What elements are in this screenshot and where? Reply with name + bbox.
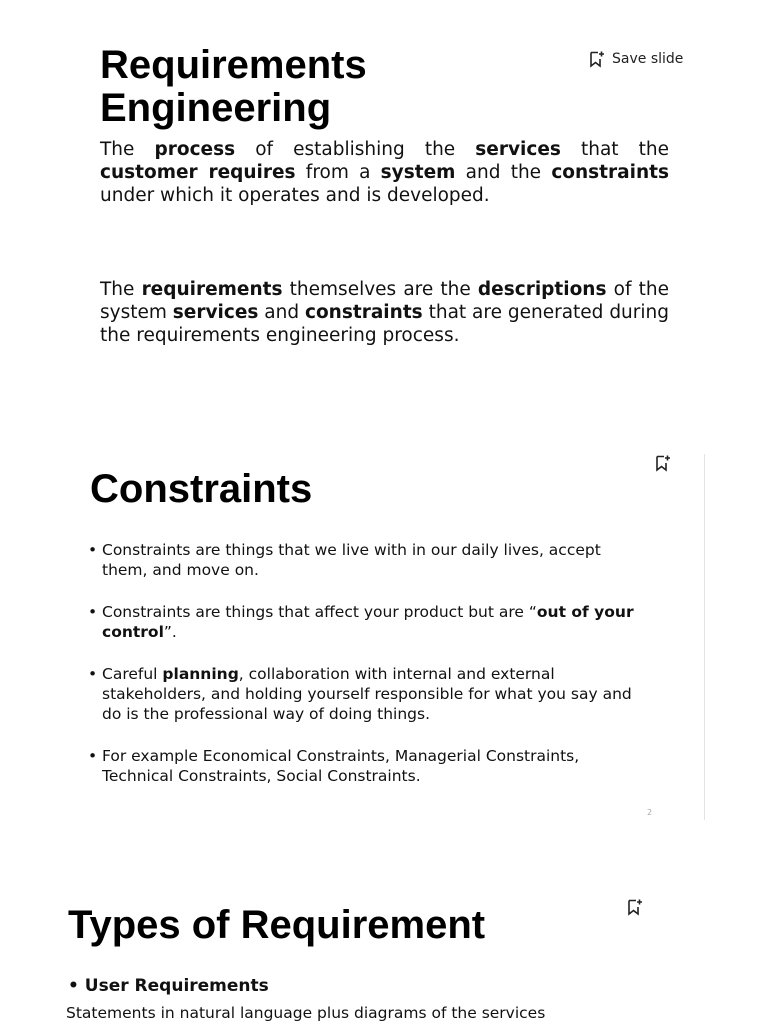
text-span: of the system	[100, 279, 669, 323]
slide-title: Constraints	[90, 467, 313, 511]
bullet-mark: •	[68, 976, 85, 996]
title-line-1: Requirements	[100, 43, 367, 87]
text-span: , collaboration with internal and external stakeholders, and holding yourself responsible for what you say and do is the professional way of doing things.	[102, 665, 632, 723]
text-span: User Requirements	[84, 976, 269, 996]
bold-span: process	[154, 139, 236, 160]
slide-title	[100, 44, 367, 130]
bookmark-add-icon[interactable]	[626, 898, 644, 916]
text-span: from a	[295, 162, 381, 183]
slide-constraints	[0, 440, 768, 830]
bookmark-add-icon[interactable]	[654, 454, 672, 472]
body-text: Statements in natural language plus diagrams of the services	[66, 1004, 546, 1022]
text-span: and the	[455, 162, 552, 183]
bold-span: customer requires	[100, 162, 296, 183]
text-span: that are generated during the requirements engineering process.	[100, 302, 669, 346]
bold-span: out of your control	[102, 603, 634, 641]
save-slide-button[interactable]	[588, 50, 683, 68]
text-span: Careful	[102, 665, 163, 683]
text-span: For example Economical Constraints, Managerial Constraints, Technical Constraints, Social Constraints.	[102, 747, 580, 785]
title-line-2: Engineering	[100, 86, 332, 131]
slide-requirements-engineering	[0, 0, 768, 400]
page-number: 2	[647, 808, 653, 817]
slide-border	[704, 454, 705, 820]
bold-span: system	[380, 162, 456, 183]
text-span: of establishing the	[235, 139, 476, 160]
text-span: themselves are the	[282, 279, 478, 300]
bold-span: services	[475, 139, 561, 160]
text-span: under which it operates and is developed.	[100, 185, 490, 206]
list-item	[88, 540, 648, 580]
bookmark-add-icon	[588, 50, 606, 68]
text-span: The	[100, 139, 155, 160]
text-span: The	[100, 279, 142, 300]
text-span: Constraints are things that affect your product but are “	[102, 603, 537, 621]
text-span: and	[258, 302, 305, 323]
text-span: ”.	[163, 623, 177, 641]
text-span: that the	[560, 139, 669, 160]
bullet-heading	[68, 976, 269, 996]
bold-span: constraints	[305, 302, 423, 323]
slide-title: Types of Requirement	[68, 903, 486, 947]
bold-span: requirements	[141, 279, 283, 300]
constraints-list	[88, 540, 648, 786]
list-item	[88, 746, 648, 786]
list-item	[88, 602, 648, 642]
save-slide-label: Save slide	[612, 51, 684, 67]
bold-span: descriptions	[477, 279, 607, 300]
bold-span: constraints	[551, 162, 669, 183]
text-span: Constraints are things that we live with in our daily lives, accept them, and move on.	[102, 541, 601, 579]
bold-span: planning	[162, 665, 239, 683]
requirements-paragraph	[100, 278, 669, 347]
definition-paragraph	[100, 138, 669, 207]
slide-types-of-requirement	[0, 890, 768, 1024]
list-item	[88, 664, 648, 724]
bold-span: services	[172, 302, 259, 323]
